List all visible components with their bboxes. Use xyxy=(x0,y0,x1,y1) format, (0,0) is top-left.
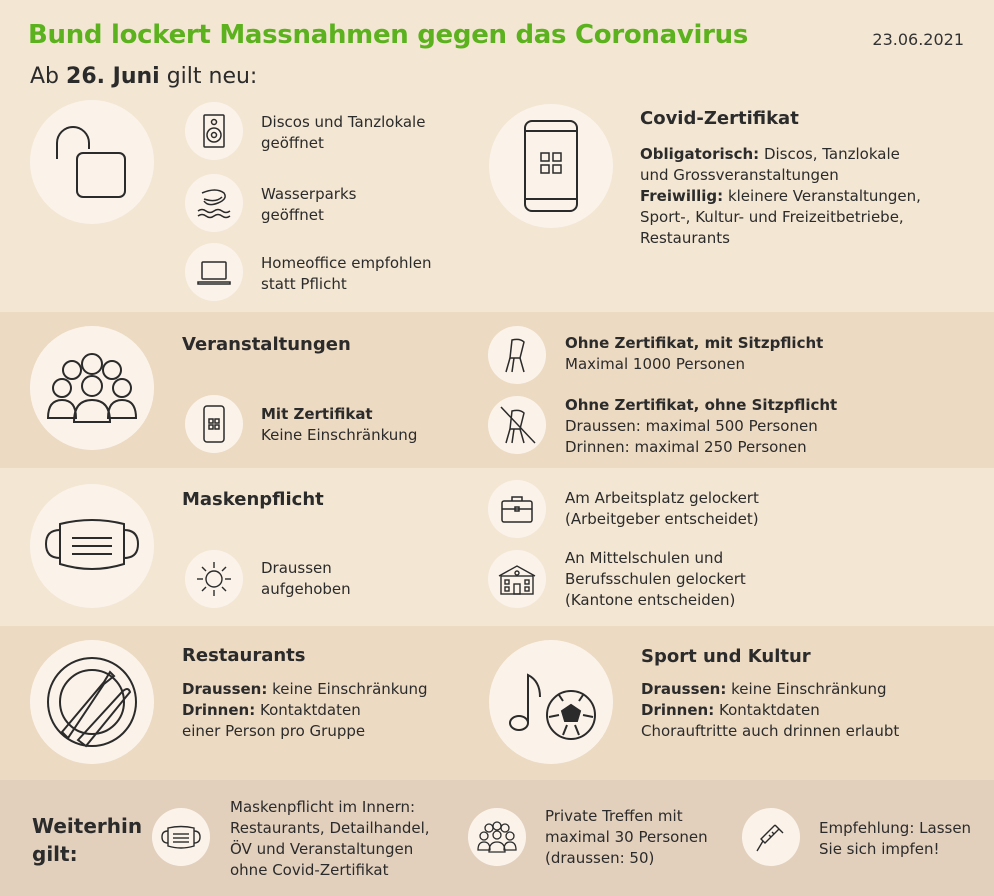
mask-small-icon xyxy=(152,808,210,866)
chair-icon xyxy=(488,326,546,384)
unlock-icon xyxy=(30,100,154,224)
school-icon xyxy=(488,550,546,608)
mask-icon xyxy=(30,484,154,608)
phone-qr-icon xyxy=(489,104,613,228)
masks-school: An Mittelschulen und Berufsschulen gelockert (Kantone entscheiden) xyxy=(565,549,746,609)
events-cert: Mit Zertifikat Keine Einschränkung xyxy=(261,405,418,444)
sport-details: Draussen: keine Einschränkung Drinnen: Kontaktdaten Chorauftritte auch drinnen erlaubt xyxy=(641,680,900,740)
plate-cutlery-icon xyxy=(30,640,154,764)
still-label: Weiterhin gilt: xyxy=(32,814,143,866)
masks-work: Am Arbeitsplatz gelockert (Arbeitgeber entscheidet) xyxy=(565,489,759,528)
no-chair-icon xyxy=(488,396,546,454)
briefcase-icon xyxy=(488,480,546,538)
speaker-icon xyxy=(185,102,243,160)
covid-cert-title: Covid-Zertifikat xyxy=(640,108,799,129)
still-meetings: Private Treffen mit maximal 30 Personen (draussen: 50) xyxy=(545,807,708,867)
subtitle-suffix: gilt neu: xyxy=(166,64,258,89)
sun-icon xyxy=(185,550,243,608)
events-unseated: Ohne Zertifikat, ohne Sitzpflicht Draussen: maximal 500 Personen Drinnen: maximal 250 Personen xyxy=(565,396,838,456)
waterslide-icon xyxy=(185,174,243,232)
crowd-icon xyxy=(30,326,154,450)
sport-title: Sport und Kultur xyxy=(641,646,811,667)
masks-outside: Draussen aufgehoben xyxy=(261,559,351,598)
group-icon xyxy=(468,808,526,866)
still-vaccination: Empfehlung: Lassen Sie sich impfen! xyxy=(819,819,972,858)
subtitle xyxy=(30,64,257,89)
opening-item-waterparks: Wasserparks geöffnet xyxy=(261,185,357,224)
subtitle-date: 26. Juni xyxy=(66,64,160,89)
masks-title: Maskenpflicht xyxy=(182,489,324,510)
restaurants-details: Draussen: keine Einschränkung Drinnen: Kontaktdaten einer Person pro Gruppe xyxy=(182,680,428,740)
phone-cert-icon xyxy=(185,395,243,453)
laptop-icon xyxy=(185,243,243,301)
opening-item-discos: Discos und Tanzlokale geöffnet xyxy=(261,113,426,152)
still-masks: Maskenpflicht im Innern: Restaurants, Detailhandel, ÖV und Veranstaltungen ohne Covid-Zertifikat xyxy=(230,798,430,879)
date-label: 23.06.2021 xyxy=(872,30,964,49)
music-football-icon xyxy=(489,640,613,764)
opening-item-homeoffice: Homeoffice empfohlen statt Pflicht xyxy=(261,254,432,293)
page-title: Bund lockert Massnahmen gegen das Coronavirus xyxy=(28,20,749,50)
covid-cert-details: Obligatorisch: Discos, Tanzlokale und Grossveranstaltungen Freiwillig: kleinere Veranstaltungen, Sport-, Kultur- und Freizeitbetriebe, Restaurants xyxy=(640,145,921,247)
events-title: Veranstaltungen xyxy=(182,334,351,355)
syringe-icon xyxy=(742,808,800,866)
subtitle-prefix: Ab xyxy=(30,64,60,89)
events-seated: Ohne Zertifikat, mit Sitzpflicht Maximal 1000 Personen xyxy=(565,334,824,373)
restaurants-title: Restaurants xyxy=(182,645,306,666)
